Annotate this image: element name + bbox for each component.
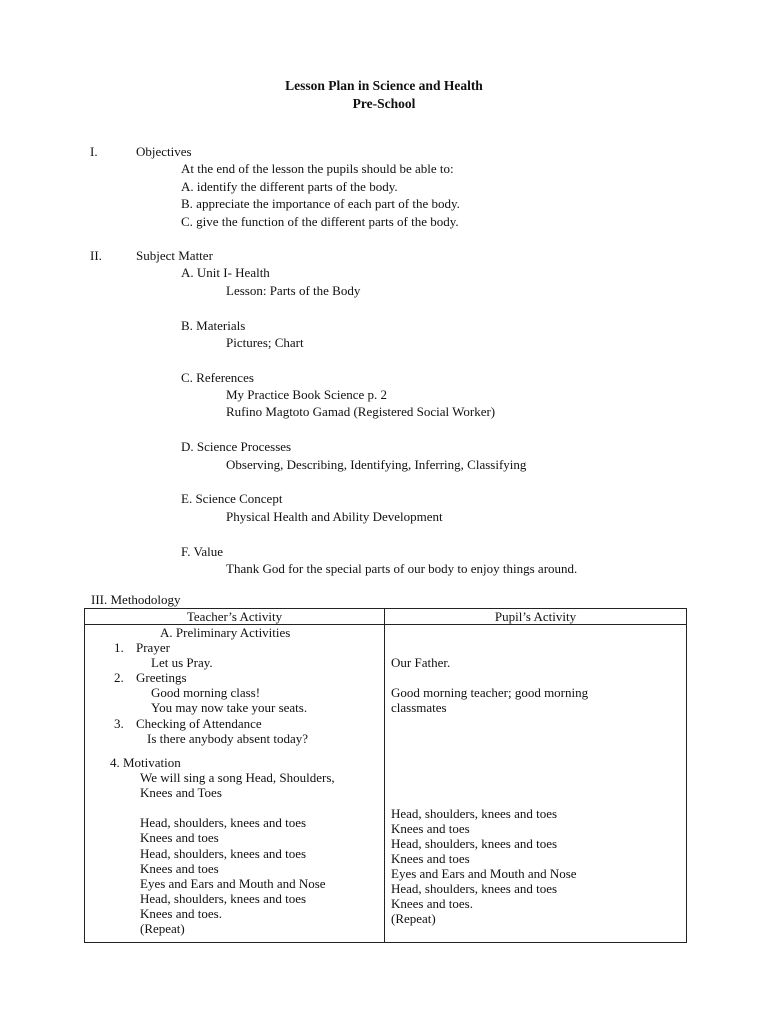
song-line: Knees and toes. xyxy=(140,906,222,921)
song-line: Eyes and Ears and Mouth and Nose xyxy=(140,876,326,891)
list-number: 1. xyxy=(114,640,124,655)
song-line: Head, shoulders, knees and toes xyxy=(391,806,558,821)
song-line: Head, shoulders, knees and toes xyxy=(391,881,558,896)
prayer-line: Let us Pray. xyxy=(151,655,213,670)
subject-numeral: II. xyxy=(90,248,102,263)
pupil-activity-header: Pupil’s Activity xyxy=(385,609,687,625)
page-subtitle: Pre-School xyxy=(352,96,416,111)
value-heading: F. Value xyxy=(181,544,224,559)
methodology-table xyxy=(84,608,687,943)
motivation-line: Knees and Toes xyxy=(140,785,222,800)
objectives-intro: At the end of the lesson the pupils should be able to: xyxy=(181,161,454,176)
greetings-heading: Greetings xyxy=(136,670,187,685)
table-row xyxy=(85,625,687,943)
table-header-row xyxy=(85,609,687,625)
song-line: (Repeat) xyxy=(391,911,436,926)
methodology-heading: III. Methodology xyxy=(91,592,181,607)
song-line: Knees and toes xyxy=(391,851,470,866)
song-line: Knees and toes. xyxy=(391,896,473,911)
page-title: Lesson Plan in Science and Health xyxy=(285,78,483,93)
greet-reply: classmates xyxy=(391,700,447,715)
objectives-heading: Objectives xyxy=(136,144,192,159)
song-line: Eyes and Ears and Mouth and Nose xyxy=(391,866,577,881)
song-line: Head, shoulders, knees and toes xyxy=(140,891,307,906)
song-line: Head, shoulders, knees and toes xyxy=(391,836,558,851)
attendance-line: Is there anybody absent today? xyxy=(147,731,309,746)
objective-item: A. identify the different parts of the body. xyxy=(181,179,398,194)
motivation-line: We will sing a song Head, Shoulders, xyxy=(140,770,335,785)
value-text: Thank God for the special parts of our body to enjoy things around. xyxy=(226,561,578,576)
teacher-activity-cell xyxy=(85,625,385,943)
concept-text: Physical Health and Ability Development xyxy=(226,509,443,524)
teacher-activity-header: Teacher’s Activity xyxy=(85,609,385,625)
greet-line: Good morning class! xyxy=(151,685,261,700)
processes-heading: D. Science Processes xyxy=(181,439,292,454)
unit-label: A. Unit I- Health xyxy=(181,265,270,280)
materials-heading: B. Materials xyxy=(181,318,246,333)
references-heading: C. References xyxy=(181,370,254,385)
attendance-heading: Checking of Attendance xyxy=(136,716,262,731)
preliminary-heading: A. Preliminary Activities xyxy=(160,625,291,640)
objective-item: B. appreciate the importance of each part of the body. xyxy=(181,196,460,211)
song-line: Knees and toes xyxy=(140,830,219,845)
greet-line: You may now take your seats. xyxy=(151,700,308,715)
song-line: Knees and toes xyxy=(391,821,470,836)
motivation-heading: 4. Motivation xyxy=(110,755,181,770)
list-number: 2. xyxy=(114,670,124,685)
processes-text: Observing, Describing, Identifying, Inferring, Classifying xyxy=(226,457,527,472)
lesson-label: Lesson: Parts of the Body xyxy=(226,283,361,298)
pupil-activity-cell xyxy=(385,625,687,943)
prayer-reply: Our Father. xyxy=(391,655,451,670)
reference-item: Rufino Magtoto Gamad (Registered Social Worker) xyxy=(226,404,496,419)
objectives-numeral: I. xyxy=(90,144,98,159)
prayer-heading: Prayer xyxy=(136,640,170,655)
song-line: Knees and toes xyxy=(140,861,219,876)
song-line: (Repeat) xyxy=(140,921,185,936)
greet-reply: Good morning teacher; good morning xyxy=(391,685,589,700)
list-number: 3. xyxy=(114,716,124,731)
objective-item: C. give the function of the different parts of the body. xyxy=(181,214,459,229)
concept-heading: E. Science Concept xyxy=(181,491,283,506)
reference-item: My Practice Book Science p. 2 xyxy=(226,387,388,402)
song-line: Head, shoulders, knees and toes xyxy=(140,815,307,830)
materials-text: Pictures; Chart xyxy=(226,335,304,350)
subject-heading: Subject Matter xyxy=(136,248,213,263)
song-line: Head, shoulders, knees and toes xyxy=(140,846,307,861)
